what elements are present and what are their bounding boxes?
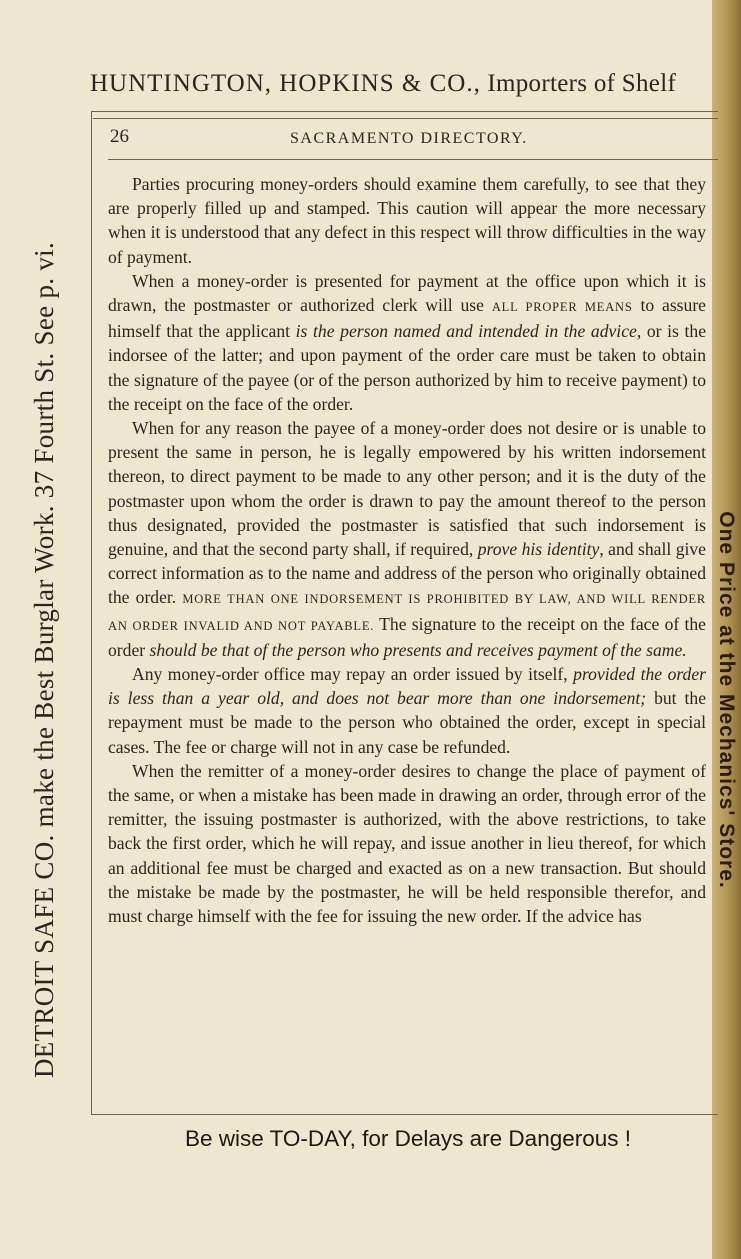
paragraph-5-text: When the remitter of a money-order desires to change the place of payment of the same, or when a mistake has been made in drawing an order, through error of the remitter, the issuing postmaster is authorized, with the above restrictions, to take back the first order, which he will repay, and issue another in lieu thereof, for which an additional fee must be charged and exacted as on a new transaction. But should the mistake be made by the postmaster, he will be held responsible therefor, and must charge himself with the fee for issuing the new order. If the advice has: [108, 760, 706, 927]
paragraph-4-text-a: Any money-order office may repay an order issued by itself,: [132, 664, 574, 685]
paragraph-3-small-caps: MORE THAN ONE INDORSEMENT IS PROHIBITED BY LAW, AND WILL RENDER AN ORDER INVALID AND NOT PAYABLE.: [108, 592, 706, 633]
paragraph-2-small-caps: ALL PROPER MEANS: [491, 300, 633, 315]
paragraph-2-text-e: , or is the indorsee of the latter; and upon payment of the order care must be taken to obtain the signature of the payee (or of the person authorized by him to receive payment) to the receipt on the face of the order.: [108, 321, 707, 414]
top-ad-tail: Importers of Shelf: [487, 70, 677, 97]
paragraph-3-text-a: When for any reason the payee of a money-order does not desire or is unable to present the same in person, he is legally empowered by his written indorsement thereon, to direct payment to be made to any other person; and it is the duty of the postmaster upon whom the order is drawn to pay the amount thereof to the person thus designated, provided the postmaster is satisfied that such indorsement is genuine, and that the second party shall, if required,: [108, 418, 706, 560]
paragraph-4: [108, 662, 706, 759]
page-number: 26: [110, 126, 129, 147]
side-advertisement: DETROIT SAFE CO. make the Best Burglar Work. 37 Fourth St. See p. vi.: [29, 242, 59, 1078]
paragraph-5: [108, 759, 706, 928]
bottom-advertisement: Be wise TO-DAY, for Delays are Dangerous !: [184, 1126, 632, 1151]
frame-inner-rule: [93, 118, 718, 119]
paragraph-1-text: Parties procuring money-orders should examine them carefully, to see that they are properly filled up and stamped. This caution will appear the more necessary when it is understood that any defect in this respect will throw difficulties in the way of payment.: [108, 174, 706, 267]
header-rule: [108, 159, 718, 160]
paragraph-2-italic: is the person named and intended in the advice: [295, 321, 637, 342]
paragraph-2: [108, 269, 706, 416]
paragraph-3-text-c: , and shall give correct information as to the name and address of the person who originally obtained the order.: [108, 539, 706, 608]
right-edge-advertisement: One Price at the Mechanics' Store.: [715, 511, 738, 889]
paragraph-3-italic-b: prove his identity: [477, 539, 600, 560]
paragraph-4-italic: provided the order is less than a year old, and does not bear more than one indorsement;: [108, 664, 707, 709]
paragraph-1: [108, 172, 706, 269]
paragraph-2-text-a: When a money-order is presented for payment at the office upon which it is drawn, the postmaster or authorized clerk will use: [108, 270, 706, 316]
body-text: [108, 172, 706, 928]
paragraph-3-text-e: The signature to the receipt on the face of the order: [108, 613, 706, 660]
running-head: SACRAMENTO DIRECTORY.: [290, 130, 528, 147]
paragraph-2-text-c: to assure himself that the applicant: [108, 295, 706, 342]
paragraph-3: [108, 416, 706, 662]
paragraph-3-italic-f: should be that of the person who presents and receives payment of the same.: [149, 639, 687, 660]
top-ad-firm: HUNTINGTON, HOPKINS & CO.,: [90, 70, 481, 97]
paragraph-4-text-c: but the repayment must be made to the person who obtained the order, except in special cases. The fee or charge will not in any case be refunded.: [108, 688, 707, 757]
top-advertisement: [90, 70, 730, 98]
